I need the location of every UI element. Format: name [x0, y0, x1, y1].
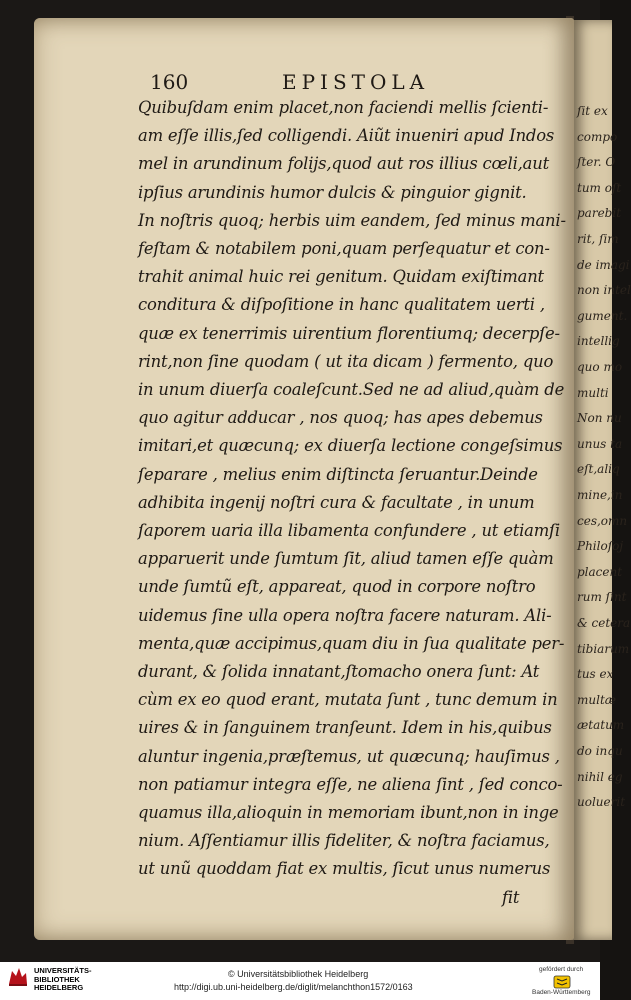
facing-page-fragment: tus ex	[577, 667, 614, 682]
facing-page-fragment: compo	[577, 129, 618, 144]
text-line: imitari,et quæcunq; ex diuerſa lectione congeſsimus	[138, 436, 563, 456]
text-line: conditura & diſpoſitione in hanc qualitatem uerti ,	[138, 295, 545, 315]
text-line: ipſius arundinis humor dulcis & pinguior gignit.	[138, 182, 527, 202]
footer-bar	[0, 962, 600, 1000]
copyright-notice: © Universitätsbibliothek Heidelberg	[228, 969, 369, 979]
facing-page-fragment: & cetera	[577, 616, 631, 630]
text-line: feſtam & notabilem poni,quam perſequatur et con-	[138, 239, 550, 258]
page-number: 160	[150, 70, 189, 94]
text-line: In noſtris quoq; herbis uim eandem, ſed minus mani-	[138, 210, 566, 230]
facing-page-fragment: ſit ex	[577, 104, 608, 118]
facing-page-fragment: unus ta	[577, 436, 623, 451]
facing-page-fragment: Non nu	[577, 411, 622, 426]
catchword: fit	[502, 887, 520, 907]
text-line: quamus illa,alioquin in memoriam ibunt,non in inge	[138, 803, 559, 822]
text-line: Quibuſdam enim placet,non faciendi mellis ſcienti-	[138, 98, 549, 117]
running-title: EPISTOLA	[282, 70, 430, 94]
text-line: menta,quæ accipimus,quam diu in ſua qualitate per-	[138, 633, 565, 653]
facing-page-fragment: nihil eg	[577, 769, 623, 784]
funded-by-label: gefördert durch	[539, 966, 584, 973]
facing-page-fragment: multæ	[577, 692, 617, 707]
university-library-name	[34, 967, 92, 993]
facing-page-fragment: quo mo	[577, 360, 623, 374]
facing-page-fragment: eſt,aliq	[577, 462, 620, 477]
text-line: non patiamur integra eſſe, ne aliena ſint , ſed conco-	[138, 774, 563, 794]
facing-page-fragment: rit, ſim	[577, 232, 619, 246]
facing-page-fragment: multi	[577, 385, 609, 400]
facing-page-fragment: non intel	[577, 283, 631, 298]
university-lion-logo	[6, 965, 30, 987]
text-line: cùm ex eo quod erant, mutata ſunt , tunc demum in	[138, 690, 558, 710]
text-line: in unum diuerſa coaleſcunt.Sed ne ad aliud,quàm de	[138, 380, 565, 399]
text-line: ſaporem uaria illa libamenta confundere , ut etiamſi	[138, 521, 560, 540]
text-line: adhibita ingenij noſtri cura & facultate , in unum	[138, 492, 535, 512]
text-line: ſeparare , melius enim diſtincta ſeruantur.Deinde	[138, 464, 538, 484]
facing-page-fragment: ſter. O	[577, 155, 616, 170]
facing-page-fragment: de imagi	[577, 257, 630, 272]
facing-page-fragment: Philoſoj	[577, 539, 624, 554]
text-line: quo agitur adducar , nos quoq; has apes debemus	[138, 408, 543, 428]
text-line: aluntur ingenia,præſtemus, ut quæcunq; hauſimus ,	[138, 746, 560, 766]
text-line: trahit animal huic rei genitum. Quidam exiſtimant	[138, 267, 544, 287]
text-line: quæ ex tenerrimis uirentium florentiumq; decerpſe-	[138, 323, 560, 343]
funder-name: Baden-Württemberg	[532, 989, 591, 996]
facing-page-fragment: ætatum	[577, 718, 625, 733]
facing-page-fragment: rum ſint	[577, 590, 627, 605]
facing-page-fragment: ces,omn	[577, 513, 628, 528]
facing-page-fragment: tibiarum	[577, 641, 630, 656]
facing-page-fragment: do inqu	[577, 744, 623, 758]
text-line: unde ſumtũ eſt, appareat, quod in corpore noſtro	[138, 577, 536, 597]
facing-page-fragment: parebit	[577, 206, 622, 221]
library-name-line: HEIDELBERG	[34, 983, 84, 992]
running-head	[150, 70, 550, 96]
facing-page-fragment: mine,in	[577, 488, 623, 502]
text-line: ut unũ quoddam fiat ex multis, ſicut unus numerus	[138, 859, 551, 879]
text-line: apparuerit unde ſumtum ſit, aliud tamen eſſe quàm	[138, 549, 554, 569]
facing-page-fragment: intellig	[577, 334, 620, 349]
text-line: am eſſe illis,ſed colligendi. Aiũt inueniri apud Indos	[138, 126, 555, 146]
facing-page-fragment: uoluerit	[577, 795, 626, 810]
library-name-line: UNIVERSITÄTS-	[34, 966, 92, 975]
text-line: rint,non ſine quodam ( ut ita dicam ) fermento, quo	[138, 351, 554, 371]
facing-page-fragment: gument.	[577, 308, 628, 323]
text-line: uidemus ſine ulla opera noſtra facere naturam. Ali-	[138, 605, 552, 625]
text-line: uires & in ſanguinem tranſeunt. Idem in his,quibus	[138, 718, 552, 738]
text-line: mel in arundinum folijs,quod aut ros illius cœli,aut	[138, 154, 549, 174]
facing-page-fragment: placent	[577, 564, 623, 579]
library-name-line: BIBLIOTHEK	[34, 974, 80, 984]
text-line: nium. Aſſentiamur illis fideliter, & noſtra faciamus,	[138, 831, 550, 851]
text-line: durant, & ſolida innatant,ſtomacho onera ſunt: At	[138, 662, 540, 681]
baden-wuerttemberg-crest-icon	[553, 974, 571, 988]
facing-page-fragment: tum oſt	[577, 180, 622, 195]
permalink-url[interactable]: http://digi.ub.uni-heidelberg.de/diglit/melanchthon1572/0163	[174, 982, 413, 992]
